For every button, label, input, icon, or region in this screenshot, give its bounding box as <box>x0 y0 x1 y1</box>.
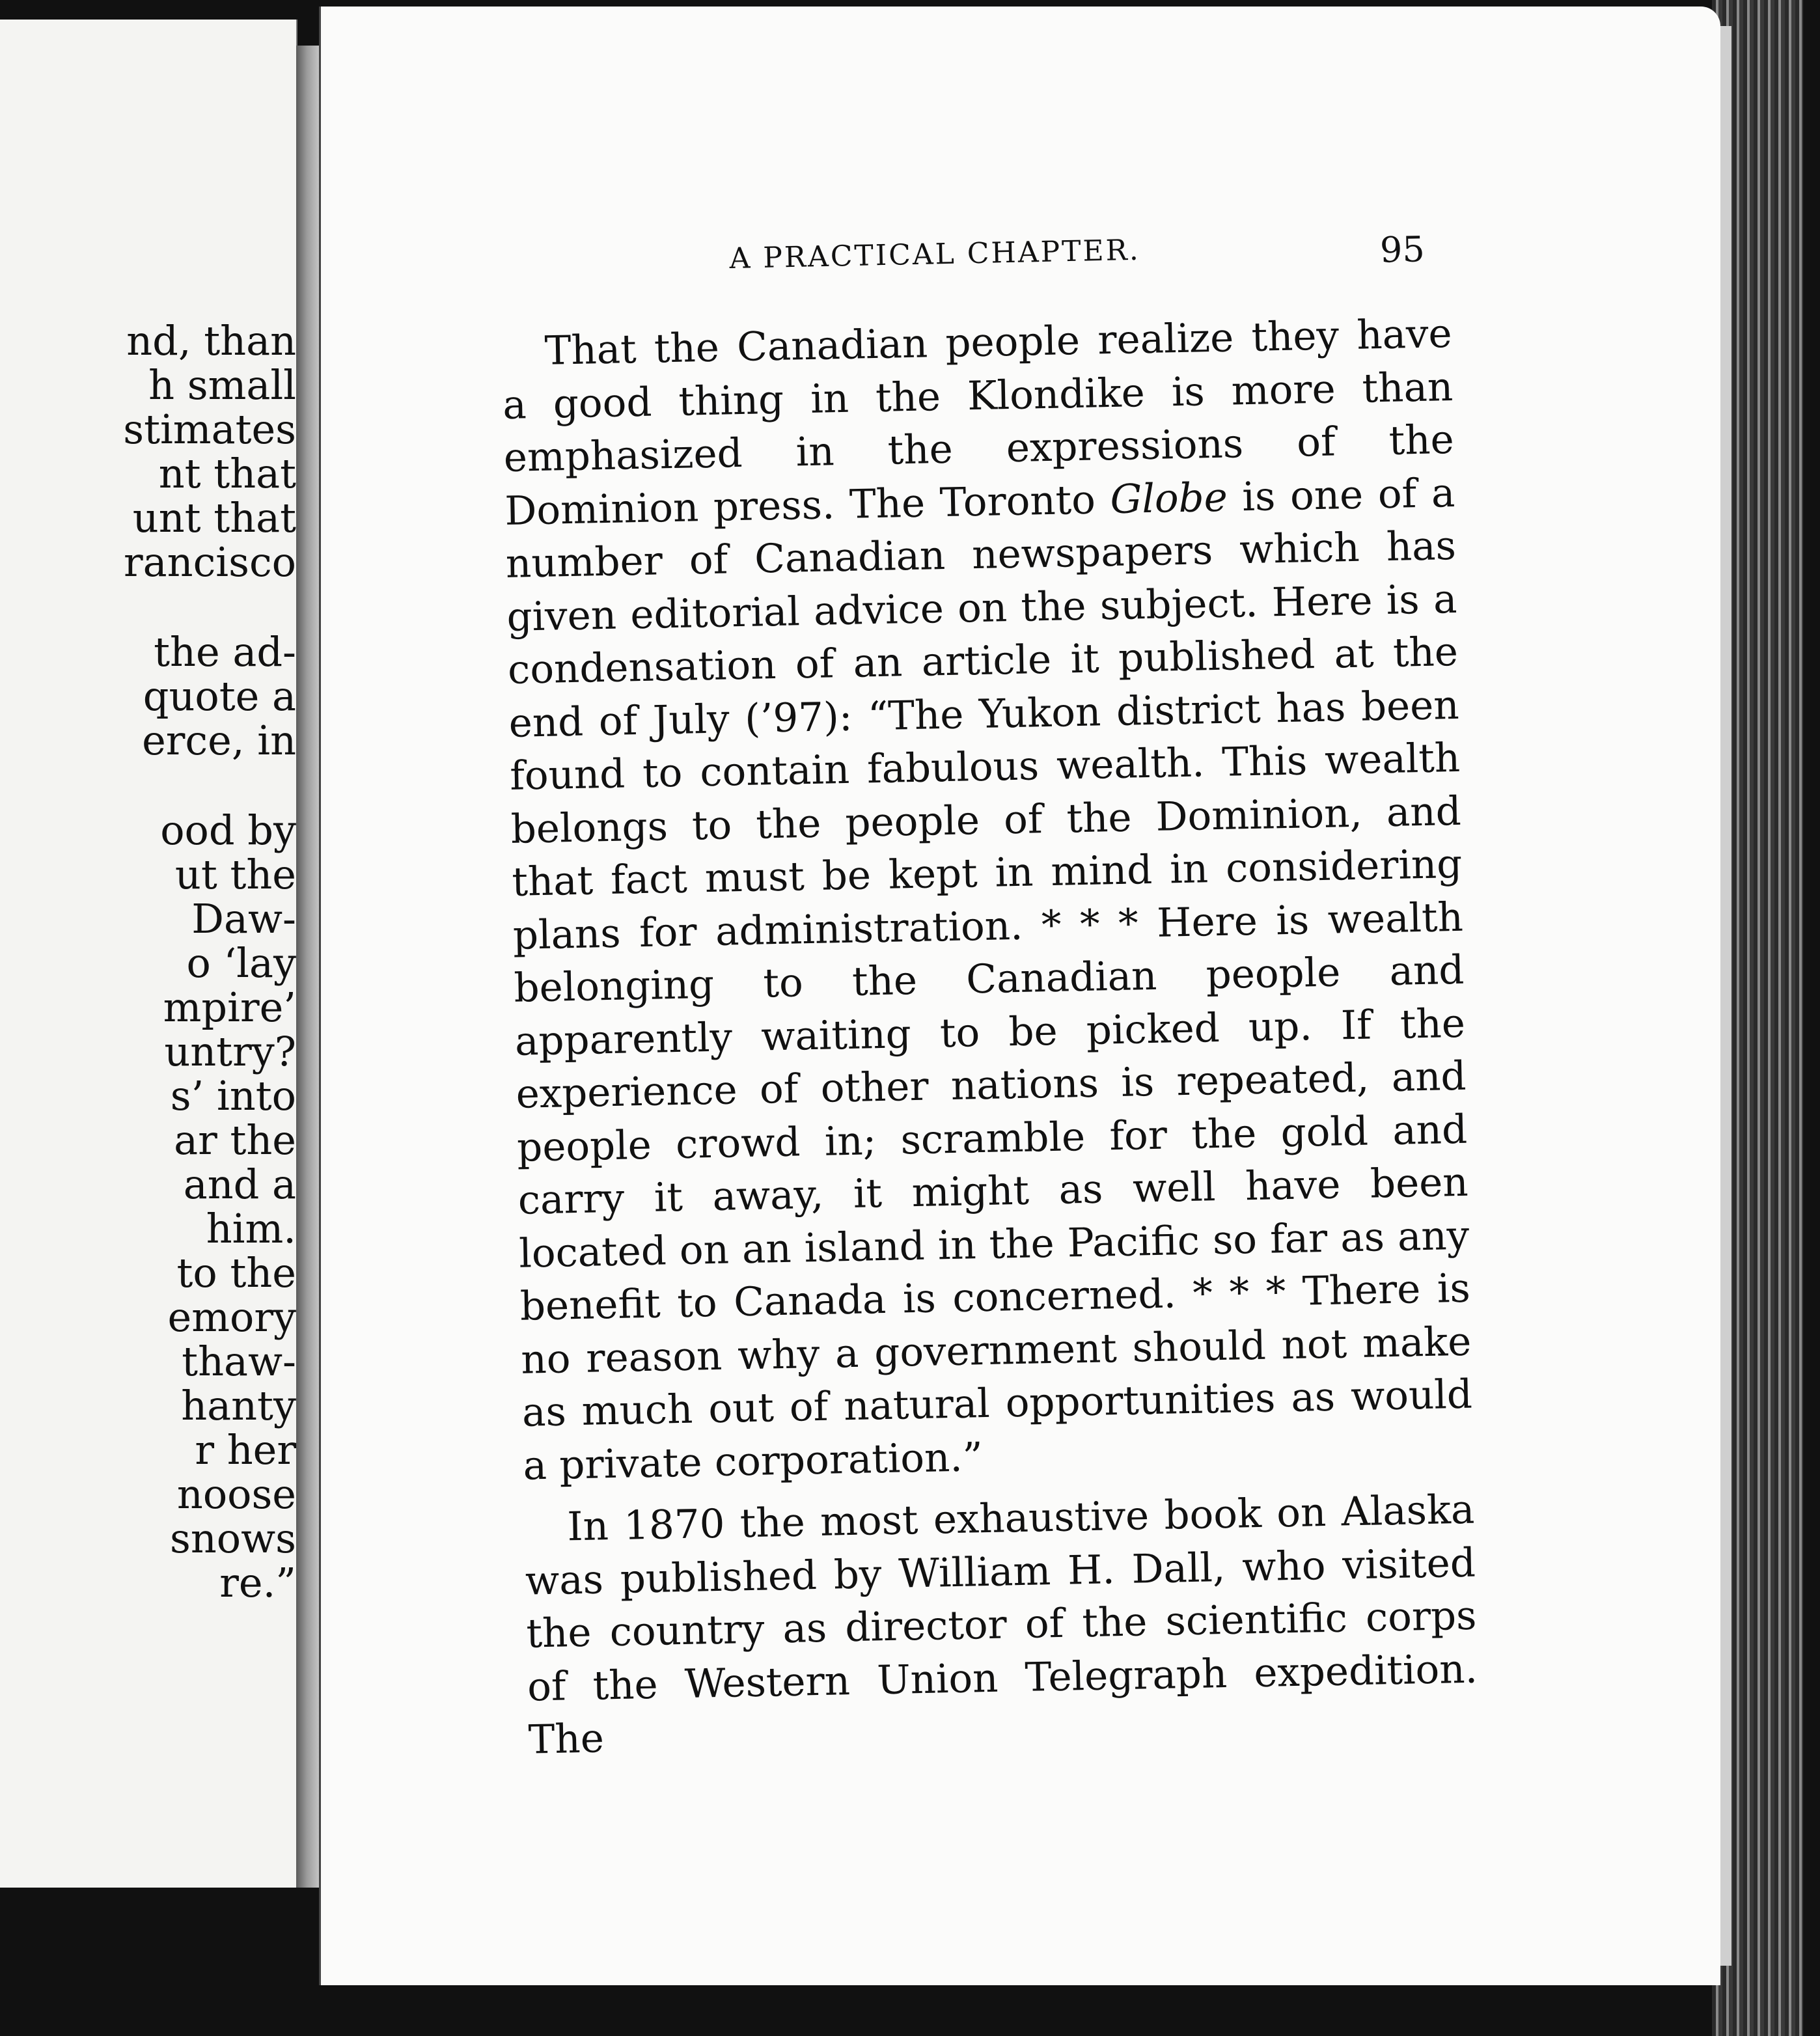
paragraph-2: In 1870 the most exhaustive book on Alaska was published by William H. Dall, who visited the country as director of the scientific corps of the Western Union Telegraph expedition. The <box>525 1486 1478 1763</box>
left-page-gap <box>0 763 296 808</box>
left-page-line: snows <box>170 1515 296 1562</box>
left-page-line: Daw- <box>191 895 296 942</box>
paragraph-1 <box>501 307 1474 1493</box>
page-number: 95 <box>1379 228 1426 271</box>
left-page-line: to the <box>176 1249 296 1297</box>
left-page <box>0 20 297 1888</box>
left-page-line: ut the <box>174 851 296 898</box>
left-page-line: emory <box>167 1293 296 1341</box>
newspaper-title: Globe <box>1109 474 1228 523</box>
left-page-line: and a <box>183 1161 296 1208</box>
left-page-line: hanty <box>181 1382 296 1429</box>
left-page-line: re.” <box>219 1559 296 1606</box>
left-page-line: mpire’ <box>163 984 296 1031</box>
left-page-gap <box>0 585 296 630</box>
left-page-line: erce, in <box>142 717 296 764</box>
left-page-line: r her <box>195 1426 296 1474</box>
body-text <box>501 307 1479 1767</box>
left-page-line: nd, than <box>126 317 296 365</box>
left-page-line: o ‘lay <box>186 939 296 987</box>
left-page-line: stimates <box>123 406 296 453</box>
left-page-line: quote a <box>143 672 296 720</box>
paragraph-1-part-1: That the Canadian people realize they have a good thing in the Klondike is more than emphasized in the expressions of the Dominion press. The Toronto <box>502 310 1455 534</box>
left-page-line: ood by <box>160 806 296 854</box>
left-page-line: untry? <box>164 1028 296 1075</box>
left-page-line: the ad- <box>154 628 296 676</box>
left-page-line: thaw- <box>182 1338 296 1385</box>
paragraph-1-part-2: is one of a number of Canadian newspapers which has given editorial advice on the subject. Here is a condensation of an article it published at the end of July (’97): “The Yukon district has been found to contain fabulous wealth. This wealth belongs to the people of the Dominion, and that fact must be kept in mind in considering plans for administration. * * * Here is wealth belonging to the Canadian people and apparently waiting to be picked up. If the experience of other nations is repeated, and people crowd in; scramble for the gold and carry it away, it might as well have been located on an island in the Pacific so far as any benefit to Canada is concerned. * * * There is no reason why a government should not make as much out of natural opportunities as would a private corporation.” <box>505 469 1473 1489</box>
left-page-line: s’ into <box>170 1072 296 1120</box>
left-page-line: nt that <box>158 450 296 497</box>
left-page-line: noose <box>176 1470 296 1518</box>
left-page-line: ar the <box>174 1116 296 1164</box>
left-page-line: h small <box>148 361 296 409</box>
left-page-line: rancisco <box>124 538 296 586</box>
book-gutter <box>296 46 322 1888</box>
left-page-text <box>0 319 296 1605</box>
left-page-line: unt that <box>132 494 296 542</box>
left-page-line: him. <box>206 1205 296 1252</box>
running-head: A PRACTICAL CHAPTER. <box>729 233 1141 275</box>
